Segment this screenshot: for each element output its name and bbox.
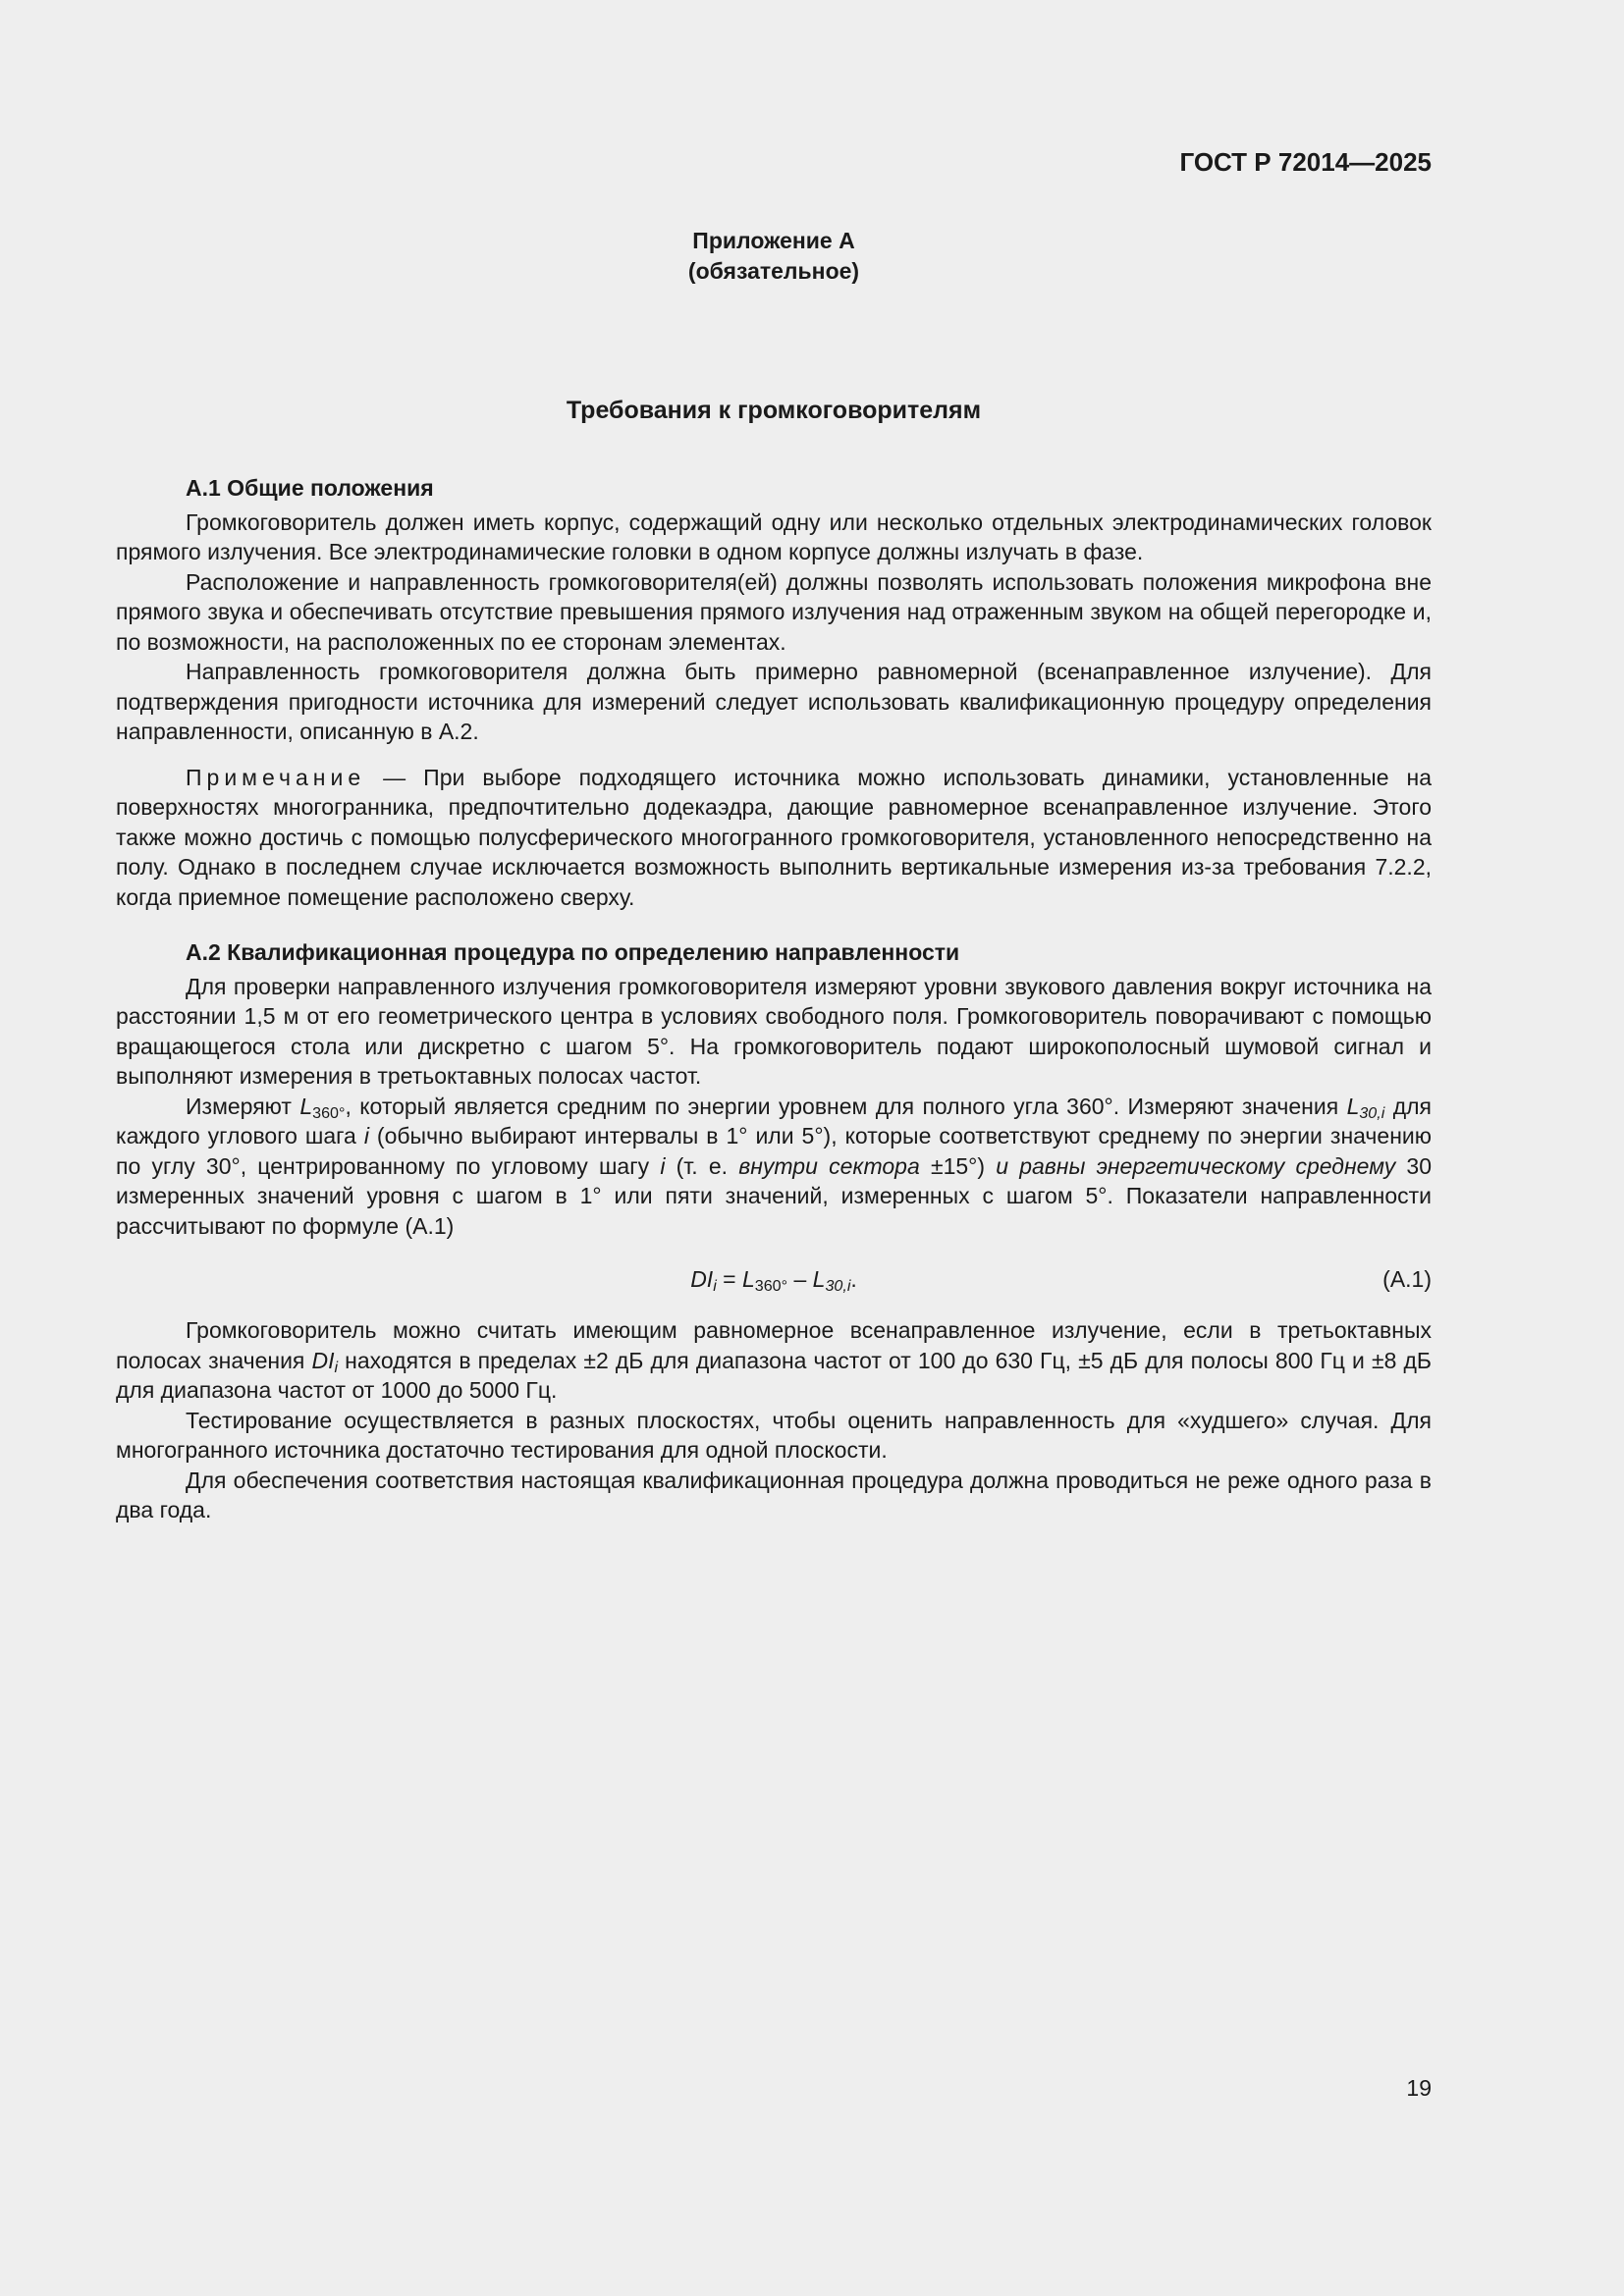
- document-body: [116, 473, 1432, 1525]
- section-a2-paragraph-2: Измеряют $L_{360^\circ}$, который является средним по энергии уровнем для полного угла 360°. Измеряют значения $L_{30,i}$ для каждого углового шага i (обычно выбирают интервалы в 1° или 5°), которые соответствуют среднему по энергии значению по углу 30°, центрированному по угловому шагу i (т. е. внутри сектора ±15°) и равны энергетическому среднему 30 измеренных значений уровня с шагом в 1° или пяти значений, измеренных с шагом 5°. Показатели направленности рассчитывают по формуле (А.1): [116, 1093, 1433, 1239]
- formula-expression: $DI_i = L_{360^\circ} - L_{30,i}$.: [690, 1266, 857, 1295]
- page-number: 19: [1406, 2075, 1432, 2101]
- section-a1-heading: А.1 Общие положения: [186, 475, 434, 501]
- section-a2-heading: А.2 Квалификационная процедура по определению направленности: [186, 939, 960, 965]
- formula-a1: [116, 1258, 1432, 1302]
- main-title: Требования к громкоговорителям: [566, 397, 982, 424]
- section-a2-paragraph-4: Тестирование осуществляется в разных плоскостях, чтобы оценить направленность для «худшего» случая. Для многогранного источника достаточно тестирования для одной плоскости.: [116, 1407, 1432, 1463]
- section-a1-note: [116, 763, 1432, 913]
- section-a2-paragraph-1: Для проверки направленного излучения громкоговорителя измеряют уровни звукового давления вокруг источника на расстоянии 1,5 м от его геометрического центра в условиях свободного поля. Громкоговоритель поворачивают с помощью вращающегося стола или дискретно с шагом 5°. На громкоговоритель подают широкополосный шумовой сигнал и выполняют измерения в третьоктавных полосах частот.: [116, 973, 1432, 1089]
- annex-heading: [116, 226, 1432, 287]
- section-a1-paragraph-3: Направленность громкоговорителя должна быть примерно равномерной (всенаправленное излучение). Для подтверждения пригодности источника для измерений следует использовать квалификационную процедуру определения направленности, описанную в А.2.: [116, 659, 1432, 744]
- annex-status: (обязательное): [687, 258, 860, 284]
- section-a1-paragraph-1: Громкоговоритель должен иметь корпус, содержащий одну или несколько отдельных электродинамических головок прямого излучения. Все электродинамические головки в одном корпусе должны излучать в фазе.: [116, 508, 1432, 564]
- formula-number: (А.1): [1382, 1266, 1432, 1292]
- note-label: Примечание: [186, 764, 366, 790]
- section-a2-paragraph-3: Громкоговоритель можно считать имеющим равномерное всенаправленное излучение, если в третьоктавных полосах значения $DI_i$ находятся в пределах ±2 дБ для диапазона частот от 100 до 630 Гц, ±5 дБ для полосы 800 Гц и ±8 дБ для диапазона частот от 1000 до 5000 Гц.: [116, 1317, 1432, 1403]
- section-a1-paragraph-2: Расположение и направленность громкоговорителя(ей) должны позволять использовать положения микрофона вне прямого звука и обеспечивать отсутствие превышения прямого излучения над отраженным звуком на общей перегородке и, по возможности, на расположенных по ее сторонам элементах.: [116, 568, 1432, 655]
- document-id: ГОСТ Р 72014—2025: [1179, 147, 1432, 177]
- document-page: [116, 0, 1432, 2296]
- note-text: — При выборе подходящего источника можно использовать динамики, установленные на поверхностях многогранника, предпочтительно додекаэдра, дающие равномерное всенаправленное излучение. Этого также можно достичь с помощью полусферического многогранного громкоговорителя, установленного непосредственно на полу. Однако в последнем случае исключается возможность выполнить вертикальные измерения из-за требования 7.2.2, когда приемное помещение расположено сверху.: [116, 764, 1432, 910]
- annex-title: Приложение А: [692, 228, 855, 253]
- section-a2-paragraph-5: Для обеспечения соответствия настоящая квалификационная процедура должна проводиться не реже одного раза в два года.: [116, 1467, 1432, 1522]
